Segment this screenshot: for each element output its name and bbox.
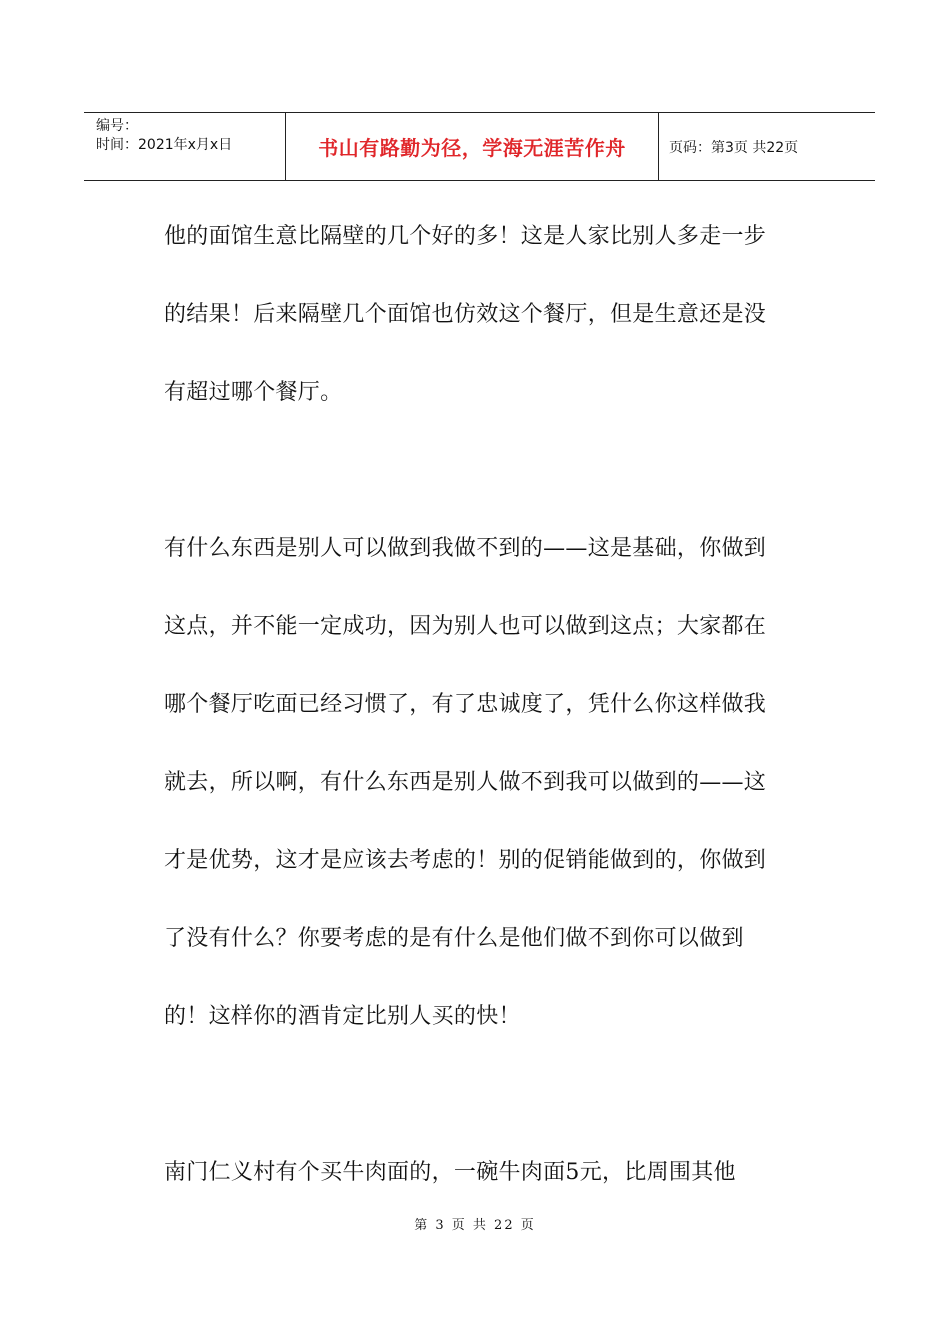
document-number-label: 编号： — [96, 118, 138, 134]
paragraph-spacer — [164, 432, 788, 510]
paragraph-2: 有什么东西是别人可以做到我做不到的——这是基础，你做到这点，并不能一定成功，因为别人也可以做到这点；大家都在哪个餐厅吃面已经习惯了，有了忠诚度了，凭什么你这样做我就去，所以啊，有什么东西是别人做不到我可以做到的——这才是优势，这才是应该去考虑的！别的促销能做到的，你做到了没有什么？你要考虑的是有什么是他们做不到你可以做到的！这样你的酒肯定比别人买的快！ — [164, 536, 767, 1029]
header-page-info: 页码：第3页 共22页 — [669, 139, 799, 156]
paragraph-spacer — [164, 1056, 788, 1134]
paragraph-3: 南门仁义村有个买牛肉面的，一碗牛肉面5元，比周围其他 — [164, 1160, 736, 1185]
header-motto: 书山有路勤为径，学海无涯苦作舟 — [286, 113, 659, 180]
page-footer: 第 3 页 共 22 页 — [414, 1218, 536, 1233]
document-time-label: 时间：2021年x月x日 — [96, 137, 233, 153]
document-body — [164, 198, 788, 1212]
header-meta — [84, 113, 286, 180]
page-header — [84, 112, 875, 181]
paragraph-1: 他的面馆生意比隔壁的几个好的多！这是人家比别人多走一步的结果！后来隔壁几个面馆也仿效这个餐厅，但是生意还是没有超过哪个餐厅。 — [164, 224, 767, 405]
